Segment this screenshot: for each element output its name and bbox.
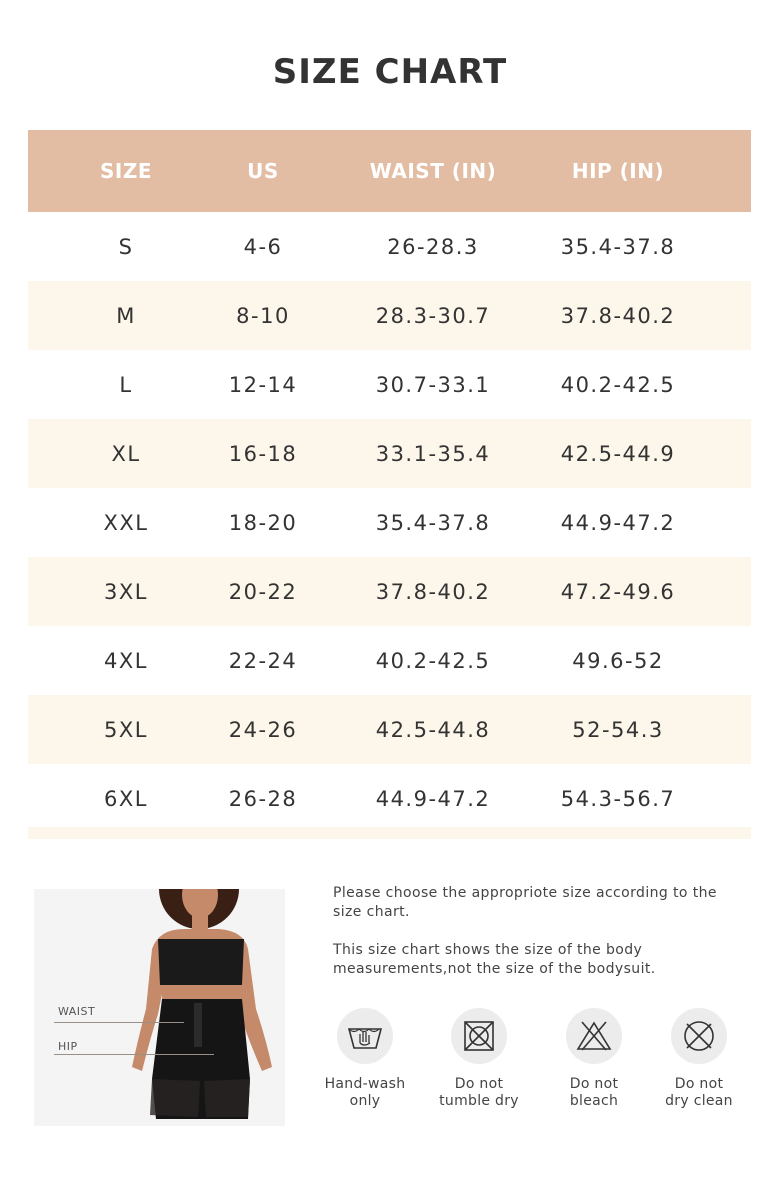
table-row <box>28 695 751 764</box>
care-circle <box>337 1008 393 1064</box>
waist-cell: 35.4-37.8 <box>375 510 491 535</box>
table-row <box>28 212 751 281</box>
waist-cell: 37.8-40.2 <box>375 579 491 604</box>
care-instructions <box>310 1008 770 1118</box>
care-label: Do not dry clean <box>665 1076 733 1109</box>
hand-wash-icon <box>346 1021 384 1051</box>
hip-cell: 42.5-44.9 <box>560 441 676 466</box>
waist-cell: 40.2-42.5 <box>375 648 491 673</box>
care-label: Hand-wash only <box>324 1076 406 1109</box>
table-row <box>28 557 751 626</box>
page-title: SIZE CHART <box>272 52 508 92</box>
size-cell: 3XL <box>104 579 148 604</box>
hip-cell: 37.8-40.2 <box>560 303 676 328</box>
waist-label: WAIST <box>58 1005 96 1018</box>
size-cell: XXL <box>103 510 149 535</box>
waist-cell: 26-28.3 <box>387 234 479 259</box>
hip-cell: 44.9-47.2 <box>560 510 676 535</box>
no-dry-clean-icon <box>682 1019 716 1053</box>
us-cell: 12-14 <box>228 372 298 397</box>
waist-cell: 42.5-44.8 <box>375 717 491 742</box>
hip-measure-line <box>54 1054 214 1055</box>
size-cell: 6XL <box>104 786 148 811</box>
us-cell: 20-22 <box>228 579 298 604</box>
us-cell: 16-18 <box>228 441 298 466</box>
table-row <box>28 281 751 350</box>
us-cell: 22-24 <box>228 648 298 673</box>
waist-cell: 33.1-35.4 <box>375 441 491 466</box>
us-cell: 4-6 <box>243 234 283 259</box>
hip-cell: 47.2-49.6 <box>560 579 676 604</box>
hip-cell: 52-54.3 <box>572 717 664 742</box>
size-cell: 4XL <box>104 648 148 673</box>
size-notes <box>333 884 743 998</box>
waist-cell: 30.7-33.1 <box>375 372 491 397</box>
waist-measure-line <box>54 1022 184 1023</box>
care-item-no-dry-clean <box>644 1008 754 1110</box>
note-body-measurements: This size chart shows the size of the body measurements,not the size of the bodysuit. <box>333 942 656 977</box>
no-bleach-icon <box>575 1020 613 1052</box>
care-item-no-bleach <box>539 1008 649 1110</box>
hip-label: HIP <box>58 1040 78 1053</box>
waist-cell: 28.3-30.7 <box>375 303 491 328</box>
care-label: Do not tumble dry <box>439 1076 519 1109</box>
size-table <box>28 130 751 833</box>
us-cell: 8-10 <box>236 303 290 328</box>
size-cell: S <box>118 234 134 259</box>
table-row <box>28 626 751 695</box>
header-size: SIZE <box>99 159 152 183</box>
no-tumble-dry-icon <box>463 1020 495 1052</box>
table-row <box>28 419 751 488</box>
hip-cell: 35.4-37.8 <box>560 234 676 259</box>
model-photo <box>34 889 285 1126</box>
us-cell: 26-28 <box>228 786 298 811</box>
waist-cell: 44.9-47.2 <box>375 786 491 811</box>
table-header <box>28 130 751 212</box>
header-waist: WAIST (IN) <box>369 159 497 183</box>
header-us: US <box>247 159 279 183</box>
table-row <box>28 488 751 557</box>
care-circle <box>671 1008 727 1064</box>
size-cell: 5XL <box>104 717 148 742</box>
care-circle <box>566 1008 622 1064</box>
hip-cell: 49.6-52 <box>572 648 664 673</box>
size-cell: M <box>116 303 136 328</box>
table-row <box>28 764 751 833</box>
hip-cell: 40.2-42.5 <box>560 372 676 397</box>
table-row <box>28 350 751 419</box>
care-item-hand-wash <box>310 1008 420 1110</box>
header-hip: HIP (IN) <box>571 159 665 183</box>
size-cell: XL <box>111 441 141 466</box>
care-label: Do not bleach <box>569 1076 619 1109</box>
hip-cell: 54.3-56.7 <box>560 786 676 811</box>
note-choose-size: Please choose the appropriote size according to the size chart. <box>333 885 717 920</box>
table-bottom-strip <box>28 827 751 839</box>
us-cell: 18-20 <box>228 510 298 535</box>
us-cell: 24-26 <box>228 717 298 742</box>
care-item-no-tumble-dry <box>424 1008 534 1110</box>
care-circle <box>451 1008 507 1064</box>
size-cell: L <box>119 372 133 397</box>
